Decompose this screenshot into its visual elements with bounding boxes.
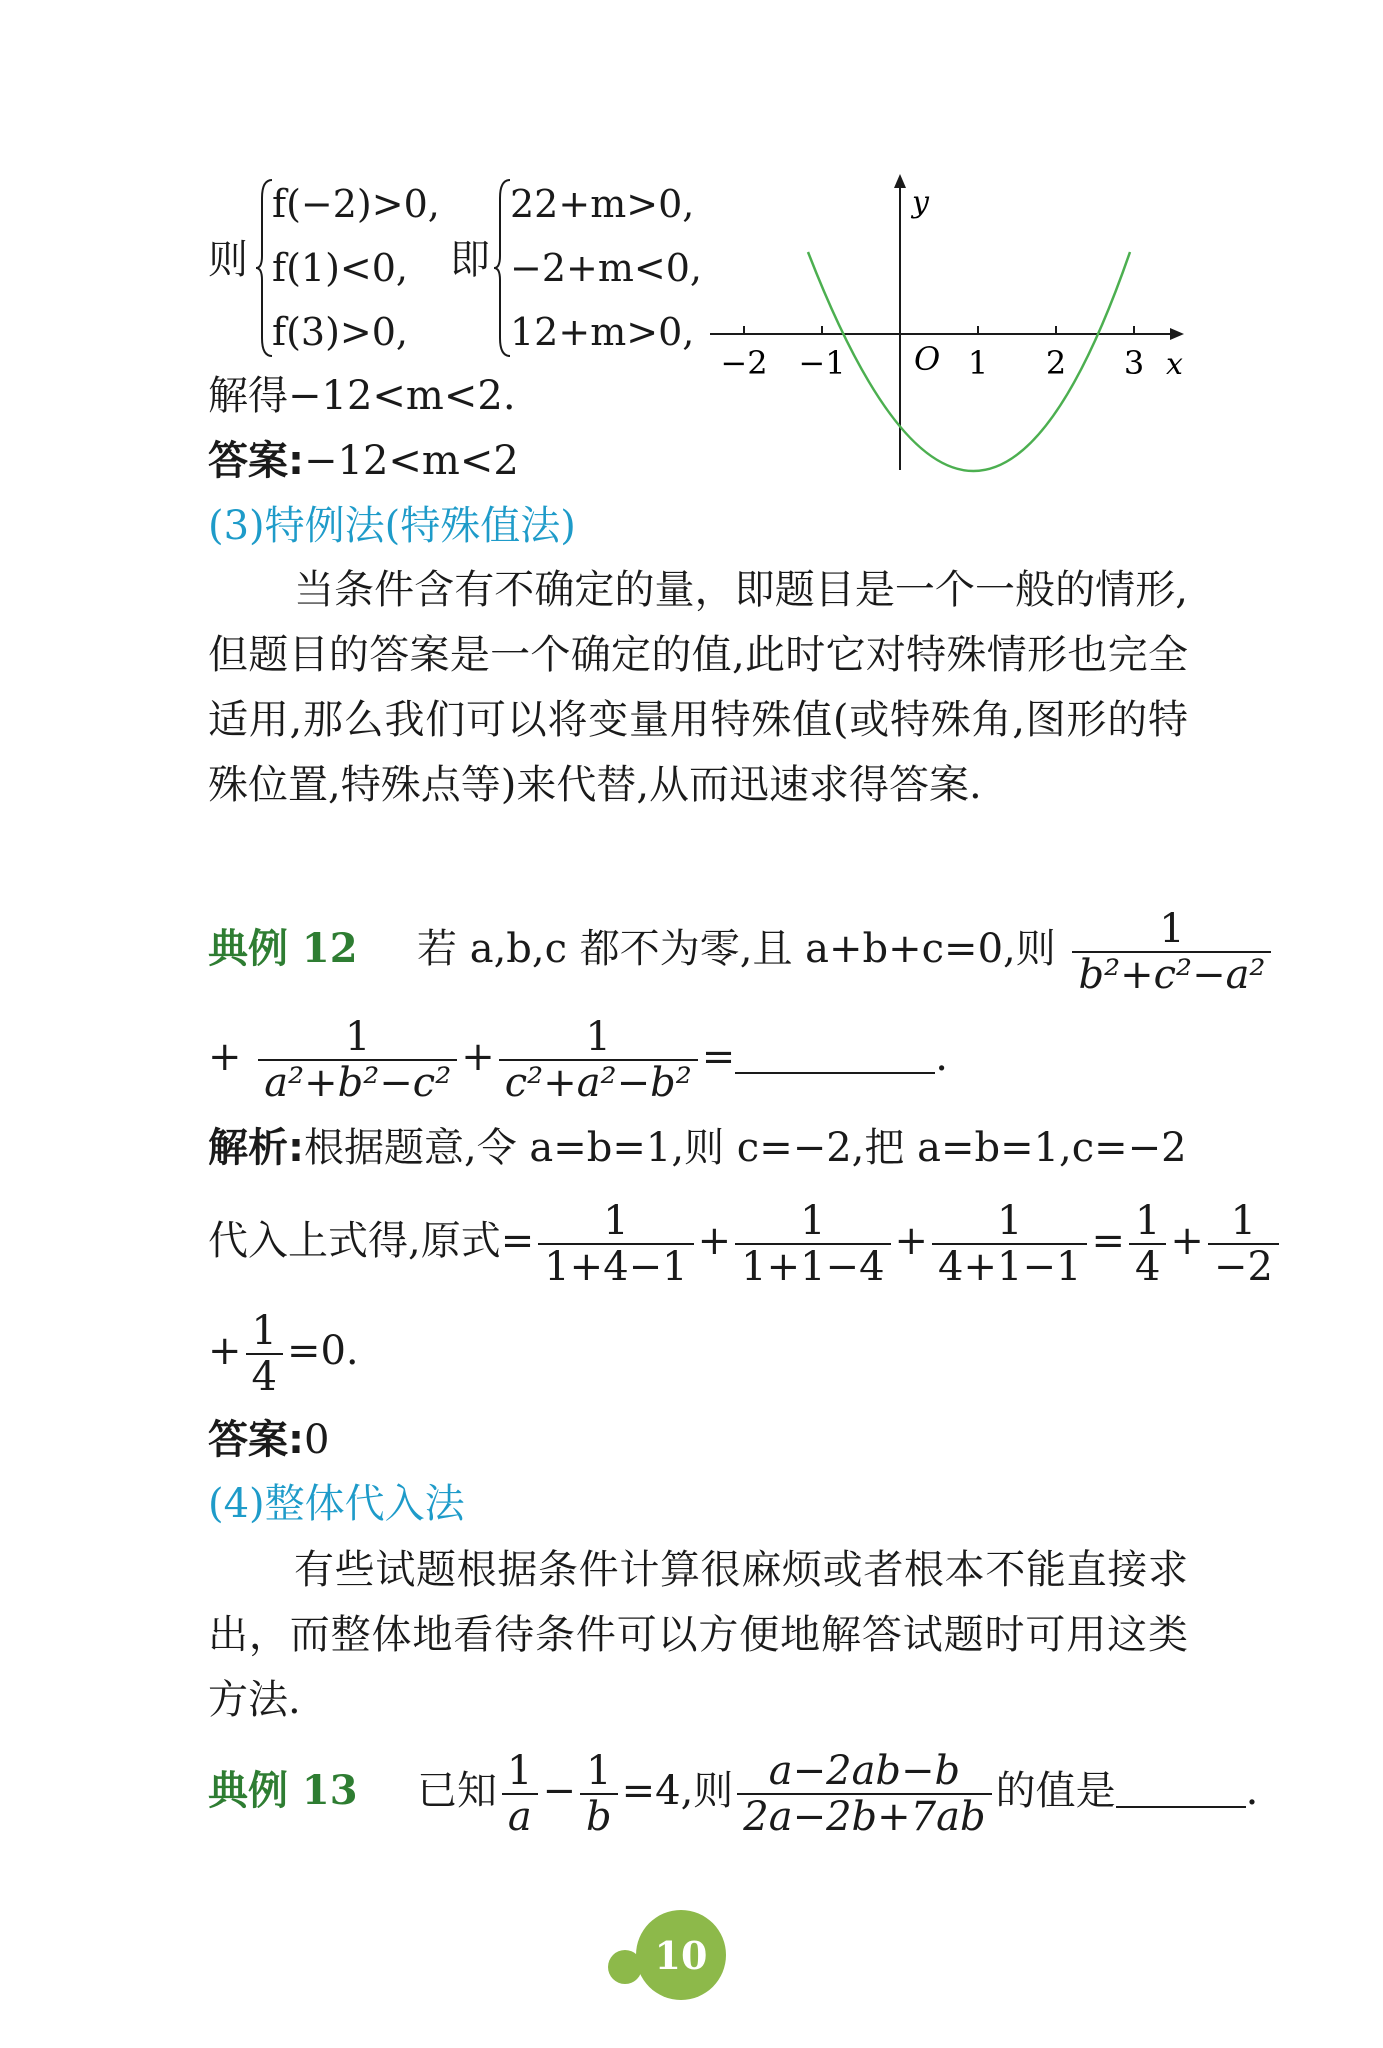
example-12-line1	[208, 900, 1275, 998]
example-13-frac-a: $\frac{1}{a}$	[501, 1749, 538, 1839]
example-12-answer-blank	[735, 1072, 935, 1074]
analysis-frac-3: $\frac{1}{4+1-1}$	[932, 1199, 1087, 1289]
answer-1: 答案:−12<m<2	[208, 438, 519, 484]
case-left-2: f(1)<0,	[272, 246, 408, 290]
example-12-frac-3: $\frac{1}{\text{c²+a²−b²}}$	[499, 1015, 698, 1105]
example-13-label: 典例 13	[208, 1767, 358, 1814]
case-right-1: 22+m>0,	[510, 182, 695, 226]
example-13-frac-c: $\frac{a-2ab-b}{2a-2b+7ab}$	[737, 1749, 991, 1839]
example-12-label: 典例 12	[208, 925, 358, 972]
section-3-body: 当条件含有不确定的量，即题目是一个一般的情形,但题目的答案是一个确定的值,此时它对特殊情形也完全适用,那么我们可以将变量用特殊值(或特殊角,图形的特殊位置,特殊点等)来代替,从而迅速求得答案.	[208, 567, 1188, 808]
origin-label: O	[914, 340, 941, 378]
analysis-12-text: 根据题意,令 a=b=1,则 c=−2,把 a=b=1,c=−2	[304, 1125, 1187, 1171]
case-right-3: 12+m>0,	[510, 310, 695, 354]
analysis-label: 解析	[208, 1125, 288, 1171]
example-13: 典例 13 已知 $\frac{1}{a}$ − $\frac{1}{b}$ =4,则 $\frac{a-2ab-b}{2a-2b+7ab}$ 的值是 .	[208, 1748, 1259, 1840]
case-left-conditions	[272, 172, 440, 364]
analysis-12-line2: 代入上式得,原式= $\frac{1}{1+4-1}$ + $\frac{1}{1+1-4}$ + $\frac{1}{4+1-1}$ = $\frac{1}{4}$ + $\frac{1}{-2}$	[208, 1192, 1283, 1290]
analysis-frac-1: $\frac{1}{1+4-1}$	[538, 1199, 693, 1289]
parabola-graph	[700, 170, 1190, 480]
tick-label-neg2: −2	[720, 344, 768, 382]
section-4-body: 有些试题根据条件计算很麻烦或者根本不能直接求出，而整体地看待条件可以方便地解答试题时可用这类方法.	[208, 1547, 1188, 1723]
answer-1-value: −12<m<2	[304, 438, 519, 484]
case-right-2: −2+m<0,	[510, 246, 702, 290]
analysis-frac-6: $\frac{1}{4}$	[246, 1309, 283, 1399]
tick-label-1: 1	[967, 344, 989, 382]
page-number-badge	[636, 1910, 726, 2000]
answer-12-label: 答案	[208, 1417, 288, 1463]
answer-12-value: 0	[304, 1417, 330, 1463]
answer-1-label: 答案	[208, 438, 288, 484]
answer-12: 答案:0	[208, 1417, 330, 1463]
solve-line: 解得−12<m<2.	[208, 373, 516, 419]
case-left-1: f(−2)>0,	[272, 182, 440, 226]
case-connector: 即	[450, 237, 490, 283]
example-13-answer-blank	[1116, 1806, 1246, 1808]
case-left-3: f(3)>0,	[272, 310, 408, 354]
example-12-text: 若 a,b,c 都不为零,且 a+b+c=0,则	[417, 926, 1056, 972]
analysis-frac-5: $\frac{1}{-2}$	[1208, 1199, 1279, 1289]
case-prefix: 则	[208, 237, 248, 283]
tick-label-neg1: −1	[798, 344, 846, 382]
analysis-frac-4: $\frac{1}{4}$	[1129, 1199, 1166, 1289]
example-12-frac-2: $\frac{1}{\text{a²+b²−c²}}$	[258, 1015, 457, 1105]
section-4-title: (4)整体代入法	[208, 1481, 465, 1527]
analysis-12-line3: + $\frac{1}{4}$ =0.	[208, 1308, 359, 1400]
tick-label-3: 3	[1123, 344, 1145, 382]
x-axis-arrow	[1170, 328, 1184, 340]
example-13-frac-b: $\frac{1}{b}$	[580, 1749, 618, 1839]
y-axis-label: y	[912, 185, 929, 220]
page-number: 10	[654, 1932, 708, 1978]
tick-label-2: 2	[1045, 344, 1067, 382]
case-right-conditions	[510, 172, 702, 364]
analysis-frac-2: $\frac{1}{1+1-4}$	[735, 1199, 890, 1289]
example-12-line2: + $\frac{1}{\text{a²+b²−c²}}$ + $\frac{1}{\text{c²+a²−b²}}$ = .	[208, 1014, 948, 1106]
y-axis-arrow	[894, 174, 906, 188]
section-3-title: (3)特例法(特殊值法)	[208, 503, 576, 549]
example-12-frac-1: $\frac{1}{\text{b²+c²−a²}}$	[1072, 907, 1271, 997]
analysis-12-line1: 解析:根据题意,令 a=b=1,则 c=−2,把 a=b=1,c=−2	[208, 1125, 1187, 1171]
x-axis-label: x	[1166, 347, 1183, 382]
